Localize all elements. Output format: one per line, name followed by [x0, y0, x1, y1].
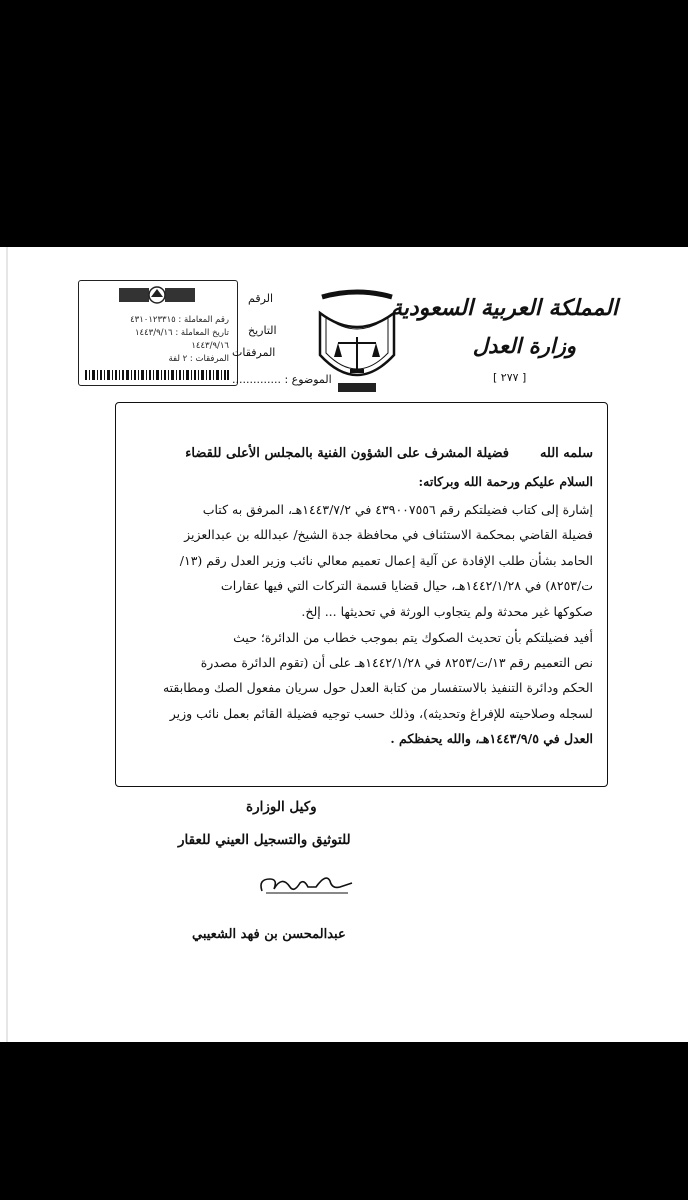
paragraph-1-line-5: صكوكها غير محدثة ولم يتجاوب الورثة في تحديثها ... إلخ.: [301, 604, 593, 619]
salutation-end: سلمه الله: [539, 446, 593, 461]
reference-number: [ ٢٧٧ ]: [493, 371, 527, 384]
paragraph-1-line-1: إشارة إلى كتاب فضيلتكم رقم ٤٣٩٠٠٧٥٥٦ في ١٤٤٣/٧/٢هـ، المرفق به كتاب: [202, 502, 593, 517]
stamp-transaction-number: رقم المعاملة : ٤٣١٠١٢٣٣١٥: [130, 315, 229, 325]
kingdom-title: المملكة العربية السعودية: [390, 295, 618, 321]
letter-frame: [115, 402, 608, 787]
signoff-title: وكيل الوزارة: [246, 799, 317, 815]
signoff-department: للتوثيق والتسجيل العيني للعقار: [178, 832, 351, 848]
stamp-date-2: ١٤٤٣/٩/١٦: [191, 341, 229, 351]
paragraph-2-line-5: العدل في ١٤٤٣/٩/٥هـ، والله يحفظكم .: [390, 731, 593, 746]
ref-field-label: الرقم: [248, 292, 274, 305]
attachments-field-label: المرفقات: [232, 346, 276, 359]
stamp-transaction-date: تاريخ المعاملة : ١٤٤٣/٩/١٦: [134, 328, 229, 338]
page-edge: [6, 247, 8, 1042]
barcode-icon: [85, 370, 229, 380]
paragraph-1-line-4: ت/٨٢٥٣) في ١٤٤٢/١/٢٨هـ، حيال قضايا قسمة التركات التي فيها عقارات: [220, 578, 593, 593]
paragraph-2-line-4: لسجله وصلاحيته للإفراغ وتحديثه)، وذلك حسب توجيه فضيلة القائم بعمل نائب وزير: [169, 706, 593, 721]
ministry-title: وزارة العدل: [472, 333, 576, 358]
stamp-emblem-icon: [117, 284, 197, 306]
paragraph-2-line-2: نص التعميم رقم ١٣/ت/٨٢٥٣ في ١٤٤٢/١/٢٨هـ على أن (تقوم الدائرة مصدرة: [200, 655, 593, 670]
signature-icon: [256, 865, 356, 905]
paragraph-1-line-3: الحامد بشأن طلب الإفادة عن آلية إعمال تعميم معالي نائب وزير العدل رقم (١٣/: [179, 553, 593, 568]
paragraph-2-line-1: أفيد فضيلتكم بأن تحديث الصكوك يتم بموجب خطاب من الدائرة؛ حيث: [233, 630, 593, 645]
stamp-attachments: المرفقات : ٢ لفة: [168, 354, 229, 364]
ministry-emblem-icon: [316, 285, 398, 397]
date-field-label: التاريخ: [248, 324, 277, 337]
paragraph-2-line-3: الحكم ودائرة التنفيذ بالاستفسار من كتابة العدل حول سريان مفعول الصك ومطابقته: [162, 680, 593, 695]
incoming-stamp: [78, 280, 238, 386]
subject-field-label: الموضوع : ..............: [232, 373, 332, 386]
paragraph-1-line-2: فضيلة القاضي بمحكمة الاستئناف في محافظة جدة الشيخ/ عبدالله بن عبدالعزيز: [184, 527, 593, 542]
signatory-name: عبدالمحسن بن فهد الشعيبي: [192, 927, 346, 942]
document-page: [0, 247, 688, 1042]
greeting: السلام عليكم ورحمة الله وبركاته:: [418, 474, 593, 489]
addressee: فضيلة المشرف على الشؤون الفنية بالمجلس الأعلى للقضاء: [185, 446, 509, 461]
